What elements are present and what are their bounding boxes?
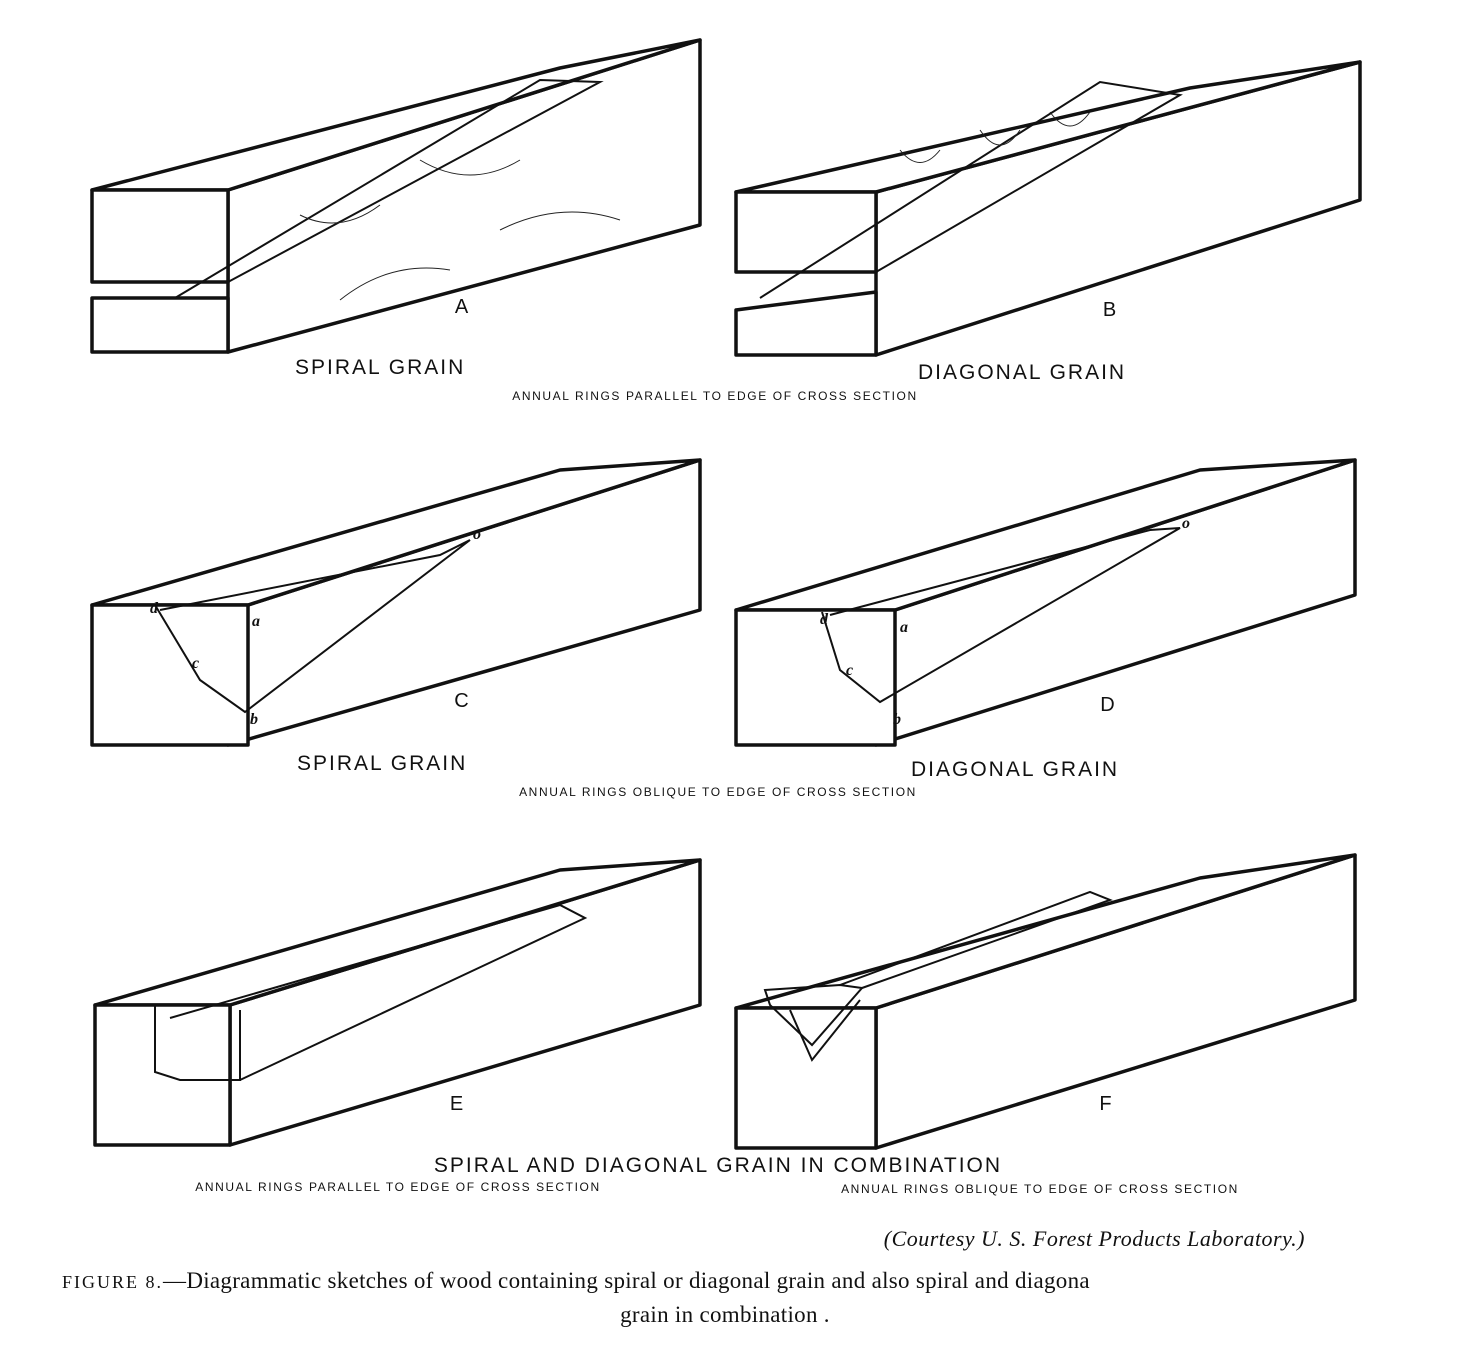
row2-right-caption: DIAGONAL GRAIN	[911, 758, 1120, 781]
row1-subcaption: ANNUAL RINGS PARALLEL TO EDGE OF CROSS SECTION	[512, 389, 918, 403]
figure-text-1: —Diagrammatic sketches of wood containing spiral or diagonal grain and also spiral and diagona	[163, 1268, 1090, 1293]
panel-d-point-b: b	[893, 711, 901, 728]
panel-f-letter: F	[1099, 1093, 1113, 1115]
panel-c-point-c: c	[192, 655, 200, 672]
panel-c-point-b: b	[250, 711, 258, 728]
credit-line: (Courtesy U. S. Forest Products Laboratory.)	[883, 1226, 1305, 1251]
panel-c-point-a: a	[252, 613, 260, 630]
panel-c-point-o: o	[473, 526, 481, 543]
panel-d-letter: D	[1100, 694, 1116, 716]
panel-c-point-d: d	[150, 600, 158, 617]
figure-caption-line2: grain in combination .	[620, 1302, 830, 1327]
row2-left-caption: SPIRAL GRAIN	[297, 752, 468, 775]
row3-main-caption: SPIRAL AND DIAGONAL GRAIN IN COMBINATION	[433, 1154, 1003, 1177]
panel-e-beam	[95, 860, 700, 1145]
panel-a-letter: A	[454, 296, 470, 318]
panel-b-beam	[736, 62, 1360, 355]
panel-a-beam	[92, 40, 700, 352]
panel-c-letter: C	[454, 690, 470, 712]
panel-d-point-o: o	[1182, 515, 1190, 532]
row2-subcaption: ANNUAL RINGS OBLIQUE TO EDGE OF CROSS SECTION	[519, 785, 917, 799]
panel-d-beam	[736, 460, 1355, 745]
row1-right-caption: DIAGONAL GRAIN	[918, 361, 1127, 384]
row1-left-caption: SPIRAL GRAIN	[295, 356, 466, 379]
panel-d-point-c: c	[846, 662, 854, 679]
figure-caption-line1	[62, 1268, 1090, 1293]
row3-subcaption-left: ANNUAL RINGS PARALLEL TO EDGE OF CROSS SECTION	[195, 1180, 601, 1194]
row3-subcaption-right: ANNUAL RINGS OBLIQUE TO EDGE OF CROSS SECTION	[841, 1182, 1239, 1196]
panel-c-beam	[92, 460, 700, 745]
panel-f-beam	[736, 855, 1355, 1148]
panel-e-letter: E	[449, 1093, 465, 1115]
panel-d-point-a: a	[900, 619, 908, 636]
panel-d-point-d: d	[820, 611, 828, 628]
figure-number: FIGURE 8.	[62, 1272, 164, 1292]
panel-b-letter: B	[1102, 299, 1118, 321]
